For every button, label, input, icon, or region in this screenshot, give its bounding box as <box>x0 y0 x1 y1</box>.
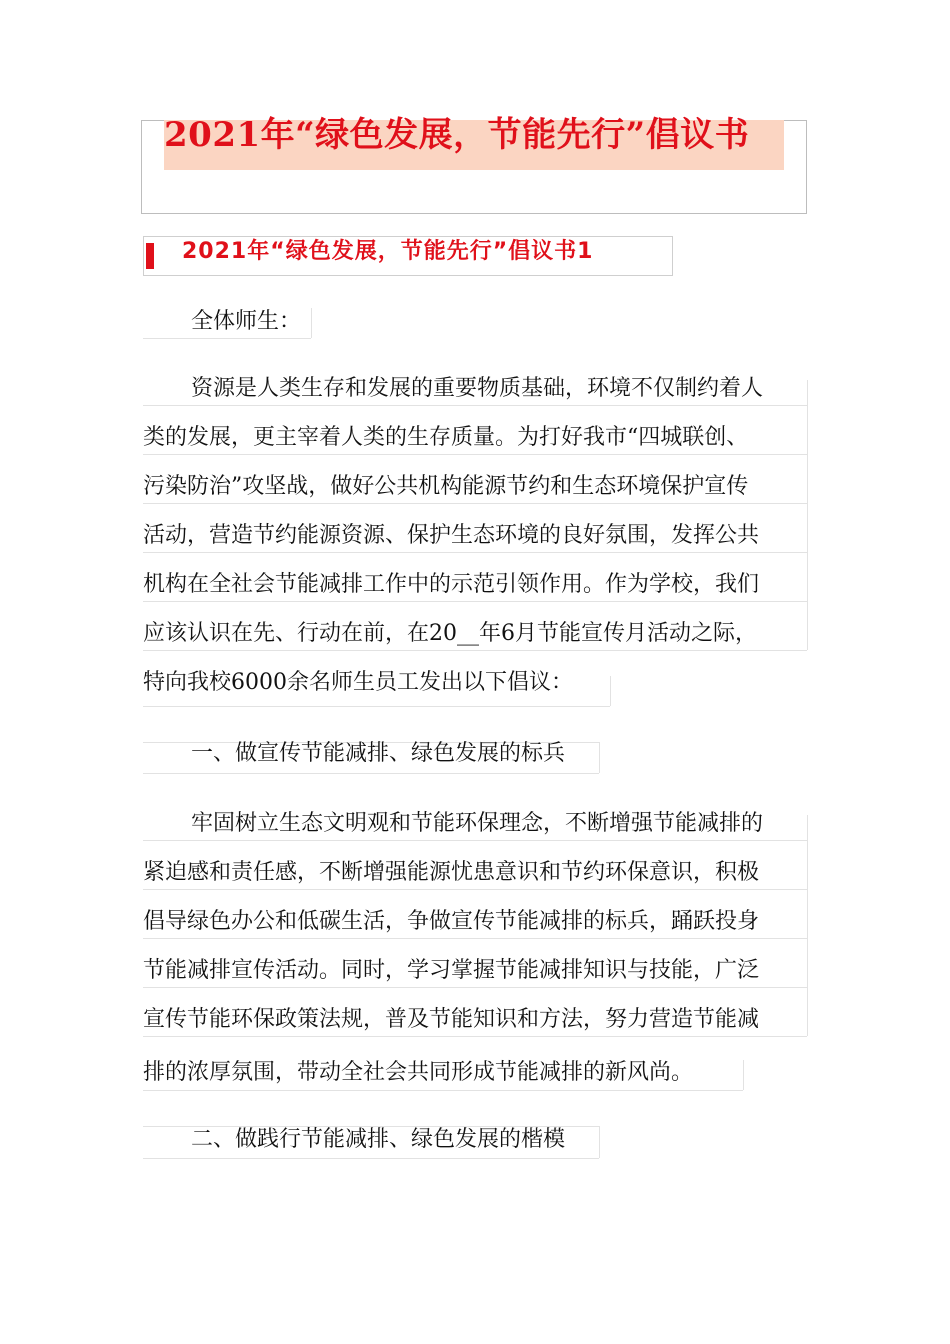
paragraph-line: 排的浓厚氛围，带动全社会共同形成节能减排的新风尚。 <box>143 1060 694 1085</box>
paragraph-line: 紧迫感和责任感，不断增强能源忧患意识和节约环保意识，积极 <box>143 860 760 885</box>
paragraph-line: 倡导绿色办公和低碳生活，争做宣传节能减排的标兵，踊跃投身 <box>143 909 760 934</box>
section-marker <box>146 243 154 269</box>
paragraph-line: 机构在全社会节能减排工作中的示范引领作用。作为学校，我们 <box>143 572 760 597</box>
paragraph-line: 类的发展，更主宰着人类的生存质量。为打好我市“四城联创、 <box>143 425 749 450</box>
paragraph-line: 污染防治”攻坚战，做好公共机构能源节约和生态环境保护宣传 <box>143 474 749 499</box>
paragraph-line: 节能减排宣传活动。同时，学习掌握节能减排知识与技能，广泛 <box>143 958 760 983</box>
heading-two: 二、做践行节能减排、绿色发展的楷模 <box>191 1127 566 1152</box>
page-title: 2021年“绿色发展，节能先行”倡议书 <box>164 115 750 155</box>
paragraph-line: 资源是人类生存和发展的重要物质基础，环境不仅制约着人 <box>191 376 764 401</box>
paragraph-line: 特向我校6000余名师生员工发出以下倡议： <box>143 670 573 695</box>
paragraph-line: 牢固树立生态文明观和节能环保理念，不断增强节能减排的 <box>191 811 764 836</box>
salutation: 全体师生： <box>191 309 302 334</box>
section-title: 2021年“绿色发展，节能先行”倡议书1 <box>182 239 594 264</box>
paragraph-line: 活动，营造节约能源资源、保护生态环境的良好氛围，发挥公共 <box>143 523 760 548</box>
heading-one: 一、做宣传节能减排、绿色发展的标兵 <box>191 741 566 766</box>
paragraph-line: 宣传节能环保政策法规，普及节能知识和方法，努力营造节能减 <box>143 1007 760 1032</box>
paragraph-line: 应该认识在先、行动在前，在20__年6月节能宣传月活动之际， <box>143 621 757 646</box>
